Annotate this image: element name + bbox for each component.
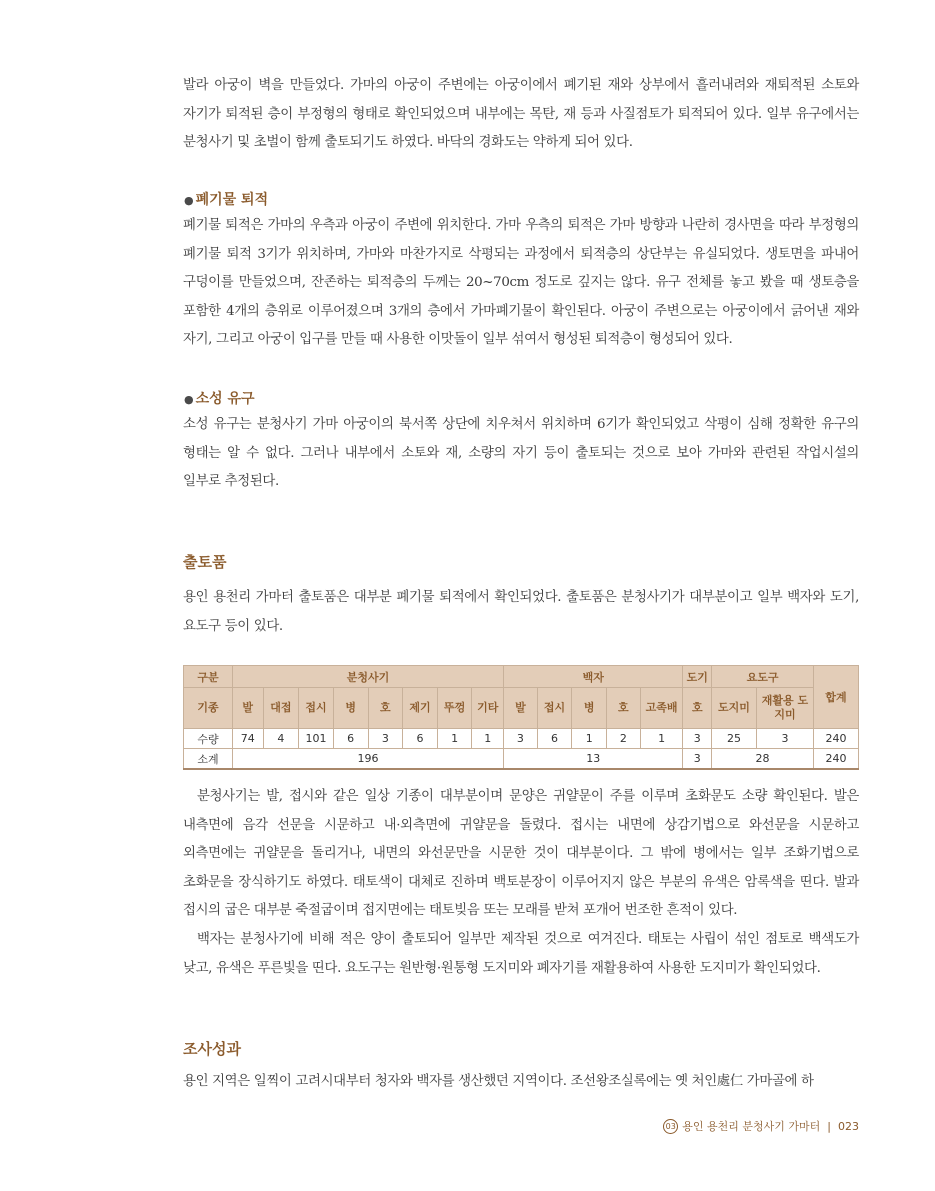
type-cell: 병 — [572, 688, 607, 729]
results-heading: 조사성과 — [183, 1040, 241, 1058]
type-cell: 대접 — [263, 688, 299, 729]
type-cell: 병 — [333, 688, 368, 729]
firing-heading-text: 소성 유구 — [195, 391, 255, 407]
waste-heading — [184, 189, 268, 209]
qty-cell: 6 — [333, 729, 368, 749]
footer-title: 용인 용천리 분청사기 가마터 — [682, 1120, 821, 1133]
subtotal-total: 240 — [814, 749, 859, 770]
qty-cell: 3 — [504, 729, 538, 749]
qty-cell: 101 — [299, 729, 334, 749]
header-buncheong: 분청사기 — [232, 666, 503, 688]
qty-total-cell: 240 — [814, 729, 859, 749]
waste-paragraph: 폐기물 퇴적은 가마의 우측과 아궁이 주변에 위치한다. 가마 우측의 퇴적은 가마 방향과 나란히 경사면을 따라 부정형의 폐기물 퇴적 3기가 위치하며, 가마와 마찬가지로 삭평되는 과정에서 퇴적층의 상단부는 유실되었다. 생토면을 파내어 구덩이를 만들었으며, 잔존하는 퇴적층의 두께는 20~70cm 정도로 깊지는 않다. 유구 전체를 놓고 봤을 때 생토층을 포함한 4개의 층위로 이루어졌으며 3개의 층에서 가마폐기물이 확인된다. 아궁이 주변으로는 아궁이에서 긁어낸 재와 자기, 그리고 아궁이 입구를 만들 때 사용한 이맛돌이 일부 섞여서 형성된 퇴적층이 형성되어 있다. — [183, 218, 859, 348]
subtotal-baekja: 13 — [504, 749, 683, 770]
subtotal-buncheong: 196 — [232, 749, 503, 770]
results-paragraph: 용인 지역은 일찍이 고려시대부터 청자와 백자를 생산했던 지역이다. 조선왕조실록에는 옛 처인處仁 가마골에 하 — [183, 1074, 814, 1089]
row-label-qty: 수량 — [184, 729, 233, 749]
chapter-number-badge: 03 — [663, 1119, 678, 1134]
type-cell: 재활용 도지미 — [756, 688, 813, 729]
type-cell: 고족배 — [640, 688, 683, 729]
qty-cell: 25 — [712, 729, 757, 749]
artifact-count-table — [183, 665, 859, 770]
artifacts-heading: 출토품 — [183, 553, 227, 571]
qty-cell: 1 — [472, 729, 504, 749]
qty-cell: 6 — [537, 729, 572, 749]
firing-paragraph: 소성 유구는 분청사기 가마 아궁이의 북서쪽 상단에 치우쳐서 위치하며 6기가 확인되었고 삭평이 심해 정확한 유구의 형태는 알 수 없다. 그러나 내부에서 소토와 재, 소량의 자기 등이 출토되는 것으로 보아 가마와 관련된 작업시설의 일부로 추정된다. — [183, 417, 859, 490]
header-yodogu: 요도구 — [712, 666, 814, 688]
header-category: 구분 — [184, 666, 233, 688]
type-cell: 호 — [368, 688, 403, 729]
row-label-subtotal: 소계 — [184, 749, 233, 770]
header-total: 합계 — [814, 666, 859, 729]
type-cell: 뚜껑 — [437, 688, 472, 729]
firing-heading — [184, 388, 255, 408]
intro-paragraph: 발라 아궁이 벽을 만들었다. 가마의 아궁이 주변에는 아궁이에서 폐기된 재와 상부에서 흘러내려와 재퇴적된 소토와 자기가 퇴적된 층이 부정형의 형태로 확인되었으며 내부에는 목탄, 재 등과 사질점토가 퇴적되어 있다. 일부 유구에서는 분청사기 및 초벌이 함께 출토되기도 하였다. 바닥의 경화도는 약하게 되어 있다. — [183, 78, 859, 151]
type-cell: 발 — [232, 688, 263, 729]
artifacts-paragraph: 용인 용천리 가마터 출토품은 대부분 폐기물 퇴적에서 확인되었다. 출토품은 분청사기가 대부분이고 일부 백자와 도기, 요도구 등이 있다. — [183, 590, 859, 634]
type-cell: 호 — [683, 688, 712, 729]
buncheong-paragraph: 분청사기는 발, 접시와 같은 일상 기종이 대부분이며 문양은 귀얄문이 주를 이루며 초화문도 소량 확인된다. 발은 내측면에 음각 선문을 시문하고 내·외측면에 귀얄문을 돌렸다. 접시는 내면에 상감기법으로 와선문을 시문하고 외측면에는 귀얄문을 돌리거나, 내면의 와선문만을 시문한 것이 대부분이다. 그 밖에 병에서는 일부 조화기법으로 초화문을 장식하기도 하였다. 태토색이 대체로 진하며 백토분장이 이루어지지 않은 부분의 유색은 암록색을 띤다. 발과 접시의 굽은 대부분 죽절굽이며 접지면에는 태토빚음 또는 모래를 받쳐 포개어 번조한 흔적이 있다. — [183, 789, 859, 919]
qty-cell: 1 — [437, 729, 472, 749]
type-cell: 발 — [504, 688, 538, 729]
baekja-paragraph: 백자는 분청사기에 비해 적은 양이 출토되어 일부만 제작된 것으로 여겨진다. 태토는 사립이 섞인 점토로 백색도가 낮고, 유색은 푸른빛을 띤다. 요도구는 원반형·원통형 도지미와 폐자기를 재활용하여 사용한 도지미가 확인되었다. — [183, 932, 859, 976]
header-dogi: 도기 — [683, 666, 712, 688]
bullet-icon: ● — [184, 393, 194, 406]
qty-cell: 6 — [403, 729, 438, 749]
type-cell: 접시 — [299, 688, 334, 729]
waste-heading-text: 폐기물 퇴적 — [195, 192, 269, 208]
qty-cell: 1 — [640, 729, 683, 749]
header-type: 기종 — [184, 688, 233, 729]
type-cell: 도지미 — [712, 688, 757, 729]
qty-cell: 3 — [683, 729, 712, 749]
type-cell: 기타 — [472, 688, 504, 729]
qty-cell: 3 — [368, 729, 403, 749]
footer-separator: | — [827, 1119, 831, 1133]
qty-cell: 4 — [263, 729, 299, 749]
page-footer — [663, 1118, 859, 1134]
type-cell: 접시 — [537, 688, 572, 729]
page-number: 023 — [838, 1119, 859, 1133]
qty-cell: 3 — [756, 729, 813, 749]
header-baekja: 백자 — [504, 666, 683, 688]
type-cell: 제기 — [403, 688, 438, 729]
qty-cell: 1 — [572, 729, 607, 749]
subtotal-dogi: 3 — [683, 749, 712, 770]
bullet-icon: ● — [184, 194, 194, 207]
subtotal-yodogu: 28 — [712, 749, 814, 770]
type-cell: 호 — [607, 688, 641, 729]
qty-cell: 2 — [607, 729, 641, 749]
qty-cell: 74 — [232, 729, 263, 749]
